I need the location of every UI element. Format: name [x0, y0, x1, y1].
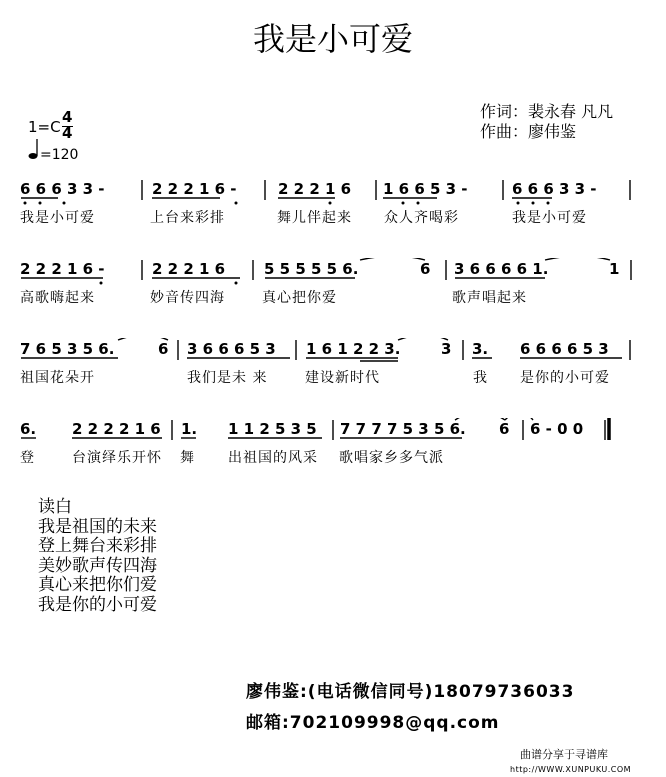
reading-line: 真心来把你们爱 [38, 575, 157, 595]
lyric: 出祖国的风采 [228, 450, 318, 466]
lyric: 上台来彩排 [150, 210, 225, 226]
measure-3: 5 5 5 5 5 6. [264, 260, 359, 278]
measure-4: 6 - 0 0 [530, 420, 584, 438]
composer: 作曲：廖伟鉴 [480, 122, 577, 141]
measure-1-cont: 2 2 2 2 1 6 [72, 420, 161, 438]
contact-info [246, 677, 574, 739]
measure-2-cont: 1 1 2 5 3 5 [228, 420, 317, 438]
measure-4: 3 6 6 6 6 1. [454, 260, 549, 278]
measure-1: 2 2 2 1 6 - [20, 260, 105, 278]
measure-4: 3. [472, 340, 489, 358]
footer-url: http://WWW.XUNPUKU.COM [510, 765, 632, 774]
score-line-2 [0, 258, 666, 338]
lyric: 歌唱家乡多气派 [339, 450, 444, 466]
time-signature-denominator: 4 [62, 124, 73, 142]
contact-email: 邮箱:702109998@qq.com [246, 713, 500, 733]
reading-line: 我是祖国的未来 [38, 516, 157, 537]
measure-3: 1 6 1 2 2 3. [306, 340, 401, 358]
score-line-1 [0, 178, 666, 258]
measure-1: 6. [20, 420, 37, 438]
lyric: 舞 [180, 450, 195, 466]
lyric: 真心把你爱 [262, 290, 337, 306]
measure-1: 6 6 6 3 3 - [20, 180, 105, 198]
measure-3-tied: 3 [441, 340, 452, 358]
lyric: 我是小可爱 [512, 210, 587, 226]
measure-4-cont: 6 6 6 6 5 3 [520, 340, 609, 358]
reading-line: 我是你的小可爱 [38, 594, 157, 615]
measure-4-tied: 1 [609, 260, 620, 278]
footer-text: 曲谱分享于寻谱库 [520, 748, 608, 761]
measure-5: 6 6 6 3 3 - [512, 180, 597, 198]
reading-line: 登上舞台来彩排 [38, 536, 157, 556]
lyric: 台演绎乐开怀 [72, 450, 162, 466]
lyricist: 作词：裴永春 凡凡 [480, 102, 614, 121]
lyric: 建设新时代 [305, 370, 380, 386]
measure-2: 2 2 2 1 6 [152, 260, 226, 278]
reading-section [38, 498, 157, 615]
measure-3-tied: 6 [499, 420, 510, 438]
song-title: 我是小可爱 [252, 20, 413, 58]
measure-1: 7 6 5 3 5 6. [20, 340, 115, 358]
measure-2: 3 6 6 6 5 3 [187, 340, 276, 358]
measure-3-tied: 6 [420, 260, 431, 278]
lyric: 我是小可爱 [20, 210, 95, 226]
contact-phone: 廖伟鉴:(电话微信同号)18079736033 [246, 682, 575, 702]
measure-2: 1. [181, 420, 198, 438]
lyric: 我 [473, 370, 488, 386]
measure-1-tied: 6 [158, 340, 169, 358]
measure-3: 2 2 2 1 6 [278, 180, 352, 198]
lyric: 妙音传四海 [150, 290, 225, 306]
tempo-value: =120 [40, 147, 79, 163]
credits [480, 102, 613, 142]
key-signature: 1=C [28, 118, 61, 136]
quarter-note-icon [28, 138, 40, 160]
measure-3: 7 7 7 7 5 3 5 6. [340, 420, 466, 438]
lyric: 我们是未 来 [187, 370, 268, 386]
lyric: 是你的小可爱 [520, 370, 610, 386]
lyric: 登 [20, 450, 35, 466]
score-line-4 [0, 418, 666, 498]
reading-heading: 读白 [38, 497, 72, 517]
lyric: 舞儿伴起来 [277, 210, 352, 226]
lyric: 祖国花朵开 [20, 370, 95, 386]
measure-4: 1 6 6 5 3 - [383, 180, 468, 198]
measure-2: 2 2 2 1 6 - [152, 180, 237, 198]
reading-line: 美妙歌声传四海 [38, 555, 157, 576]
lyric: 歌声唱起来 [452, 290, 527, 306]
lyric: 高歌嗨起来 [20, 290, 95, 306]
time-signature-numerator: 4 [62, 108, 73, 126]
lyric: 众人齐喝彩 [384, 210, 459, 226]
score-line-3 [0, 338, 666, 418]
